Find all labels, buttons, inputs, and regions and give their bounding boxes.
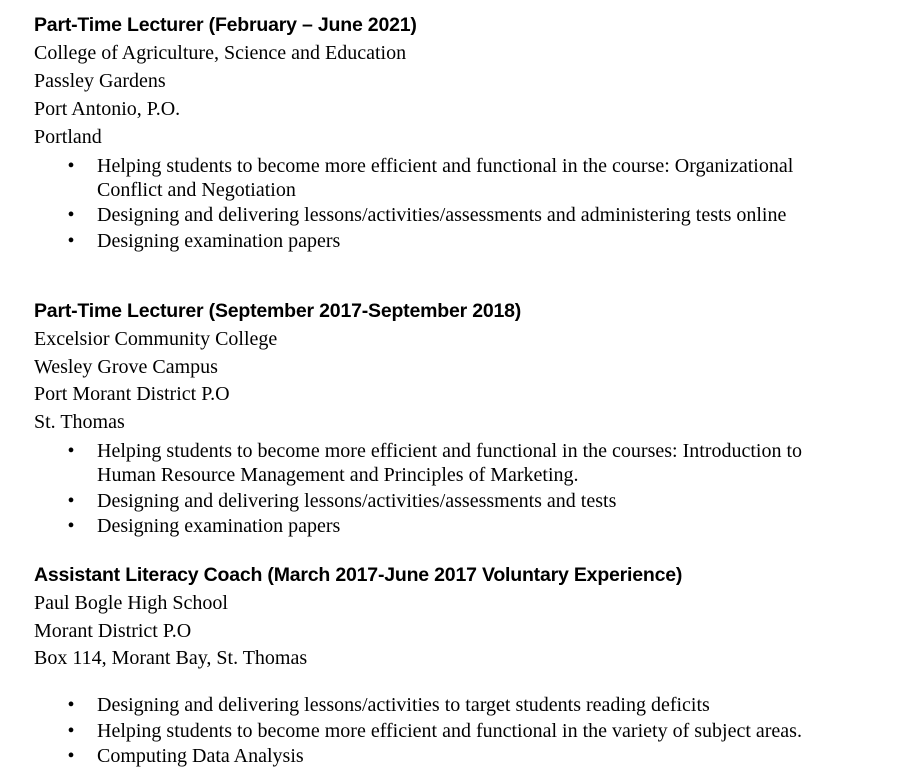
bullet-text-line: Designing and delivering lessons/activities to target students reading deficits: [97, 694, 710, 716]
bullet-icon: •: [67, 490, 75, 512]
bullet-text-line: Designing and delivering lessons/activities/assessments and administering tests online: [97, 204, 787, 226]
bullet-text-line: Helping students to become more efficient and functional in the variety of subject areas.: [97, 720, 802, 742]
bullet-text-line: Conflict and Negotiation: [97, 179, 296, 201]
bullet-icon: •: [67, 204, 75, 226]
bullet-text-line: Computing Data Analysis: [97, 745, 304, 767]
section-2-title: Part-Time Lecturer (September 2017-September 2018): [34, 300, 522, 322]
bullet-text-line: Designing examination papers: [97, 515, 341, 537]
section-3-address-line-3: Box 114, Morant Bay, St. Thomas: [34, 647, 308, 669]
bullet-icon: •: [67, 694, 75, 716]
section-1-address-line-4: Portland: [34, 126, 102, 148]
bullet-icon: •: [67, 720, 75, 742]
bullet-text-line: Designing examination papers: [97, 230, 341, 252]
section-2-address-line-4: St. Thomas: [34, 411, 125, 433]
bullet-text-line: Designing and delivering lessons/activities/assessments and tests: [97, 490, 617, 512]
section-1-address-line-2: Passley Gardens: [34, 70, 166, 92]
section-3-address-line-2: Morant District P.O: [34, 620, 192, 642]
section-2-address-line-2: Wesley Grove Campus: [34, 356, 218, 378]
bullet-icon: •: [67, 230, 75, 252]
bullet-icon: •: [67, 440, 75, 462]
bullet-text-line: Human Resource Management and Principles of Marketing.: [97, 464, 579, 486]
section-2-address-line-3: Port Morant District P.O: [34, 383, 230, 405]
section-1-address-line-1: College of Agriculture, Science and Education: [34, 42, 407, 64]
bullet-icon: •: [67, 155, 75, 177]
bullet-text-line: Helping students to become more efficient and functional in the course: Organizational: [97, 155, 794, 177]
section-3-address-line-1: Paul Bogle High School: [34, 592, 228, 614]
section-1-address-line-3: Port Antonio, P.O.: [34, 98, 181, 120]
section-3-title: Assistant Literacy Coach (March 2017-June 2017 Voluntary Experience): [34, 564, 683, 586]
section-2-address-line-1: Excelsior Community College: [34, 328, 278, 350]
bullet-icon: •: [67, 515, 75, 537]
section-1-title: Part-Time Lecturer (February – June 2021): [34, 14, 417, 36]
bullet-text-line: Helping students to become more efficient and functional in the courses: Introduction to: [97, 440, 802, 462]
bullet-icon: •: [67, 745, 75, 767]
